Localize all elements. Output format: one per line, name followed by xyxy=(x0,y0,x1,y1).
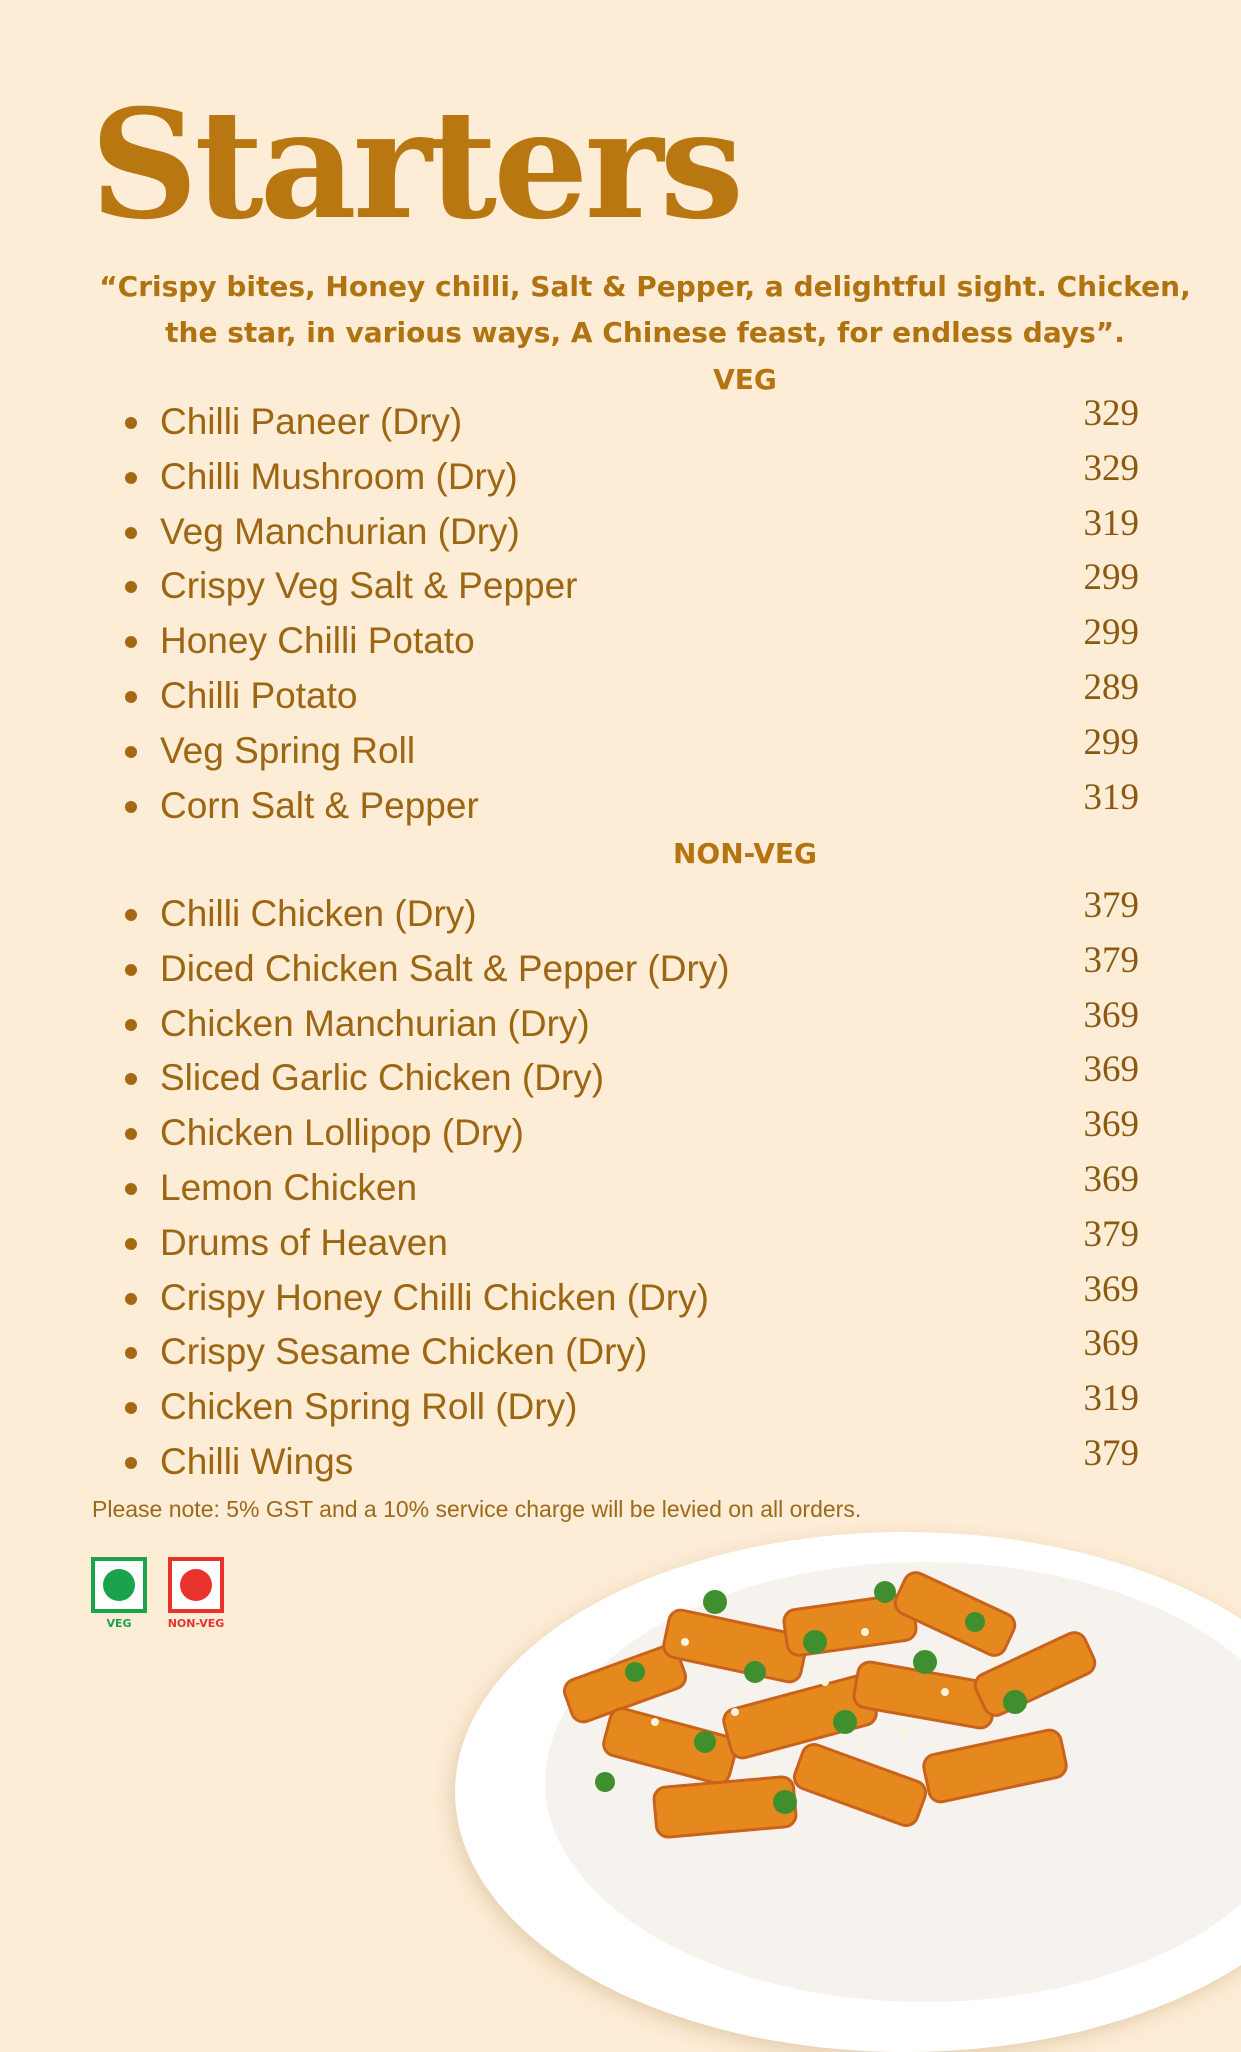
nonveg-symbol-label: NON-VEG xyxy=(167,1617,225,1630)
bullet-icon xyxy=(125,1128,137,1140)
menu-item-price: 289 xyxy=(1083,666,1139,708)
veg-symbol-icon xyxy=(91,1557,147,1613)
bullet-icon xyxy=(125,472,137,484)
menu-item-price: 369 xyxy=(1083,994,1139,1036)
menu-item xyxy=(0,1432,1241,1490)
tax-note: Please note: 5% GST and a 10% service charge will be levied on all orders. xyxy=(92,1496,862,1522)
menu-item-price: 379 xyxy=(1083,939,1139,981)
menu-item xyxy=(0,1325,1241,1380)
menu-item-name: Veg Manchurian (Dry) xyxy=(160,510,520,552)
bullet-icon xyxy=(125,1402,137,1414)
bullet-icon xyxy=(125,801,137,813)
menu-item-price: 319 xyxy=(1083,1378,1139,1420)
veg-menu-list xyxy=(0,395,1241,833)
page-title: Starters xyxy=(90,77,741,253)
bullet-icon xyxy=(125,527,137,539)
bullet-icon xyxy=(125,746,137,758)
menu-item xyxy=(0,776,1241,834)
menu-item-price: 379 xyxy=(1083,885,1139,926)
section-heading-nonveg: NON-VEG xyxy=(672,837,818,870)
menu-item-price: 299 xyxy=(1083,557,1139,599)
menu-item-name: Chilli Paneer (Dry) xyxy=(160,401,463,442)
menu-item xyxy=(0,721,1241,779)
menu-item-name: Chilli Wings xyxy=(160,1440,354,1482)
menu-item-price: 319 xyxy=(1083,502,1139,544)
menu-item-name: Crispy Honey Chilli Chicken (Dry) xyxy=(160,1276,709,1318)
food-plate-illustration-icon xyxy=(455,1532,1241,2052)
menu-item-name: Corn Salt & Pepper xyxy=(160,784,479,826)
menu-item-price: 329 xyxy=(1083,393,1139,434)
nonveg-menu-list xyxy=(0,887,1241,1490)
menu-item-price: 369 xyxy=(1083,1049,1139,1091)
menu-item-price: 299 xyxy=(1083,721,1139,763)
menu-item-name: Chicken Manchurian (Dry) xyxy=(160,1002,590,1044)
menu-item-price: 329 xyxy=(1083,447,1139,489)
menu-item-name: Crispy Sesame Chicken (Dry) xyxy=(160,1331,648,1373)
menu-item xyxy=(0,1268,1241,1326)
menu-item xyxy=(0,1158,1241,1216)
menu-item-price: 369 xyxy=(1083,1323,1139,1365)
menu-item-price: 379 xyxy=(1083,1213,1139,1255)
bullet-icon xyxy=(125,1073,137,1085)
menu-item xyxy=(0,1106,1241,1161)
menu-item-name: Sliced Garlic Chicken (Dry) xyxy=(160,1057,605,1099)
menu-item xyxy=(0,939,1241,997)
bullet-icon xyxy=(125,1293,137,1305)
bullet-icon xyxy=(125,1019,137,1031)
menu-item xyxy=(0,994,1241,1052)
bullet-icon xyxy=(125,1238,137,1250)
menu-item xyxy=(0,1380,1241,1435)
menu-item-price: 369 xyxy=(1083,1268,1139,1310)
food-plate-image xyxy=(455,1532,1241,2052)
menu-item-name: Diced Chicken Salt & Pepper (Dry) xyxy=(160,947,730,989)
menu-item xyxy=(0,559,1241,614)
veg-symbol-label: VEG xyxy=(106,1617,132,1630)
menu-item-name: Chilli Chicken (Dry) xyxy=(160,893,477,934)
menu-item-name: Chicken Spring Roll (Dry) xyxy=(160,1386,578,1428)
menu-item-name: Chicken Lollipop (Dry) xyxy=(160,1112,524,1154)
nonveg-symbol-icon xyxy=(168,1557,224,1613)
menu-item-name: Honey Chilli Potato xyxy=(160,620,475,662)
menu-item xyxy=(0,447,1241,505)
section-heading-veg: VEG xyxy=(713,363,777,396)
menu-item-name: Lemon Chicken xyxy=(160,1166,418,1208)
menu-item-name: Drums of Heaven xyxy=(160,1221,448,1263)
menu-item xyxy=(0,1213,1241,1271)
bullet-icon xyxy=(125,1183,137,1195)
menu-item xyxy=(0,1051,1241,1106)
bullet-icon xyxy=(125,417,137,429)
menu-item-price: 379 xyxy=(1083,1432,1139,1474)
menu-item xyxy=(0,887,1241,942)
bullet-icon xyxy=(125,964,137,976)
menu-item-price: 369 xyxy=(1083,1158,1139,1200)
menu-item-price: 369 xyxy=(1083,1104,1139,1146)
menu-item-name: Veg Spring Roll xyxy=(160,729,416,771)
menu-item xyxy=(0,395,1241,450)
bullet-icon xyxy=(125,636,137,648)
tagline: “Crispy bites, Honey chilli, Salt & Pepper, a delightful sight. Chicken, the star, in various ways, A Chinese feast, for endless days”. xyxy=(99,270,1191,349)
bullet-icon xyxy=(125,909,137,921)
menu-item-name: Crispy Veg Salt & Pepper xyxy=(160,565,578,607)
bullet-icon xyxy=(125,581,137,593)
menu-item-price: 319 xyxy=(1083,776,1139,818)
menu-item-name: Chilli Mushroom (Dry) xyxy=(160,455,518,497)
menu-item xyxy=(0,502,1241,560)
menu-item xyxy=(0,614,1241,669)
bullet-icon xyxy=(125,691,137,703)
bullet-icon xyxy=(125,1457,137,1469)
menu-item-price: 299 xyxy=(1083,612,1139,654)
menu-item xyxy=(0,666,1241,724)
bullet-icon xyxy=(125,1347,137,1359)
menu-item-name: Chilli Potato xyxy=(160,674,358,716)
